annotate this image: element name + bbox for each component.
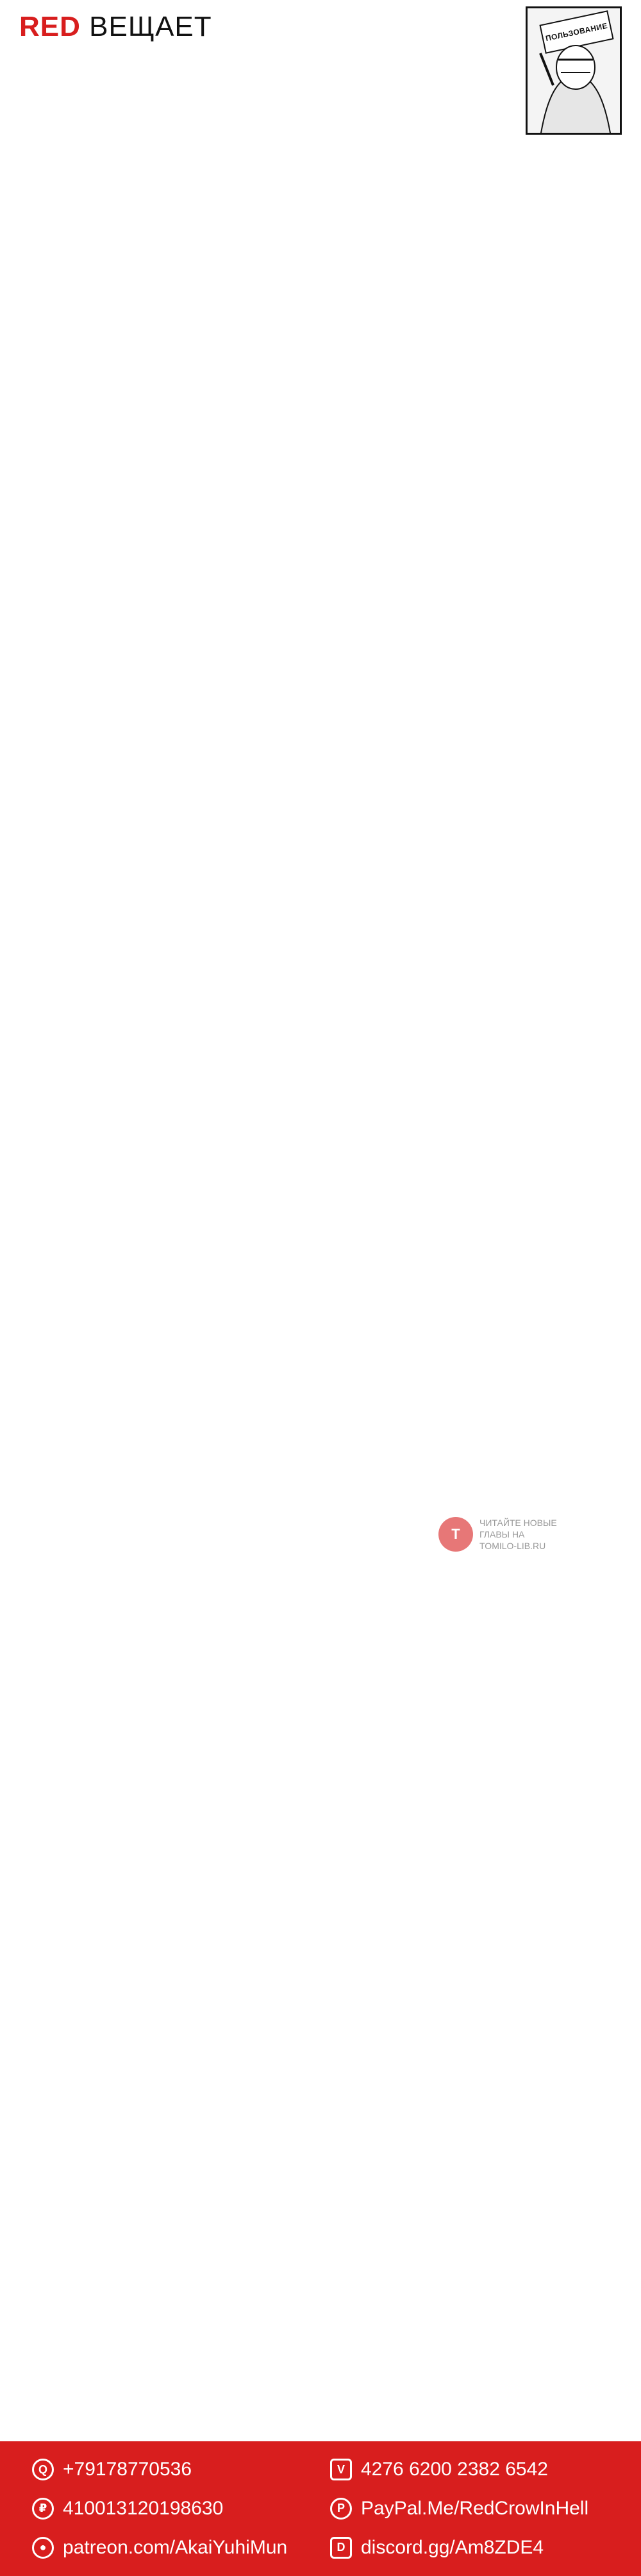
watermark-text xyxy=(479,1517,557,1552)
footer-item-paypal[interactable] xyxy=(330,2498,609,2520)
footer xyxy=(0,2441,641,2576)
watermark-line2: ГЛАВЫ НА xyxy=(479,1529,525,1539)
watermark-logo-icon: Т xyxy=(438,1517,473,1552)
watermark xyxy=(438,1514,618,1555)
watermark-line1: ЧИТАЙТЕ НОВЫЕ xyxy=(479,1518,557,1528)
footer-link[interactable]: patreon.com/AkaiYuhiMun xyxy=(63,2536,288,2558)
footer-text: +79178770536 xyxy=(63,2459,192,2480)
footer-link[interactable]: discord.gg/Am8ZDE4 xyxy=(361,2536,544,2558)
footer-item-yoomoney xyxy=(32,2498,311,2520)
footer-text: 4276 6200 2382 6542 xyxy=(361,2459,548,2480)
brand-name: ВЕЩАЕТ xyxy=(89,11,212,42)
footer-link[interactable]: PayPal.Me/RedCrowInHell xyxy=(361,2497,589,2519)
discord-icon: D xyxy=(330,2537,352,2559)
content xyxy=(19,77,622,2441)
footer-item-patreon[interactable] xyxy=(32,2537,311,2559)
watermark-line3: TOMILO-LIB.RU xyxy=(479,1541,546,1551)
mascot-sign: ПОЛЬЗОВАНИЕ xyxy=(539,10,613,54)
brand-red: RED xyxy=(19,11,81,42)
header xyxy=(0,0,641,77)
yoomoney-icon: ₽ xyxy=(32,2498,54,2520)
footer-item-qiwi xyxy=(32,2459,311,2480)
footer-text: 410013120198630 xyxy=(63,2497,224,2519)
brand-title xyxy=(19,13,212,41)
footer-item-discord[interactable] xyxy=(330,2537,609,2559)
patreon-icon: ● xyxy=(32,2537,54,2559)
qiwi-icon: Q xyxy=(32,2459,54,2480)
paypal-icon: P xyxy=(330,2498,352,2520)
footer-item-visa xyxy=(330,2459,609,2480)
visa-icon: V xyxy=(330,2459,352,2480)
